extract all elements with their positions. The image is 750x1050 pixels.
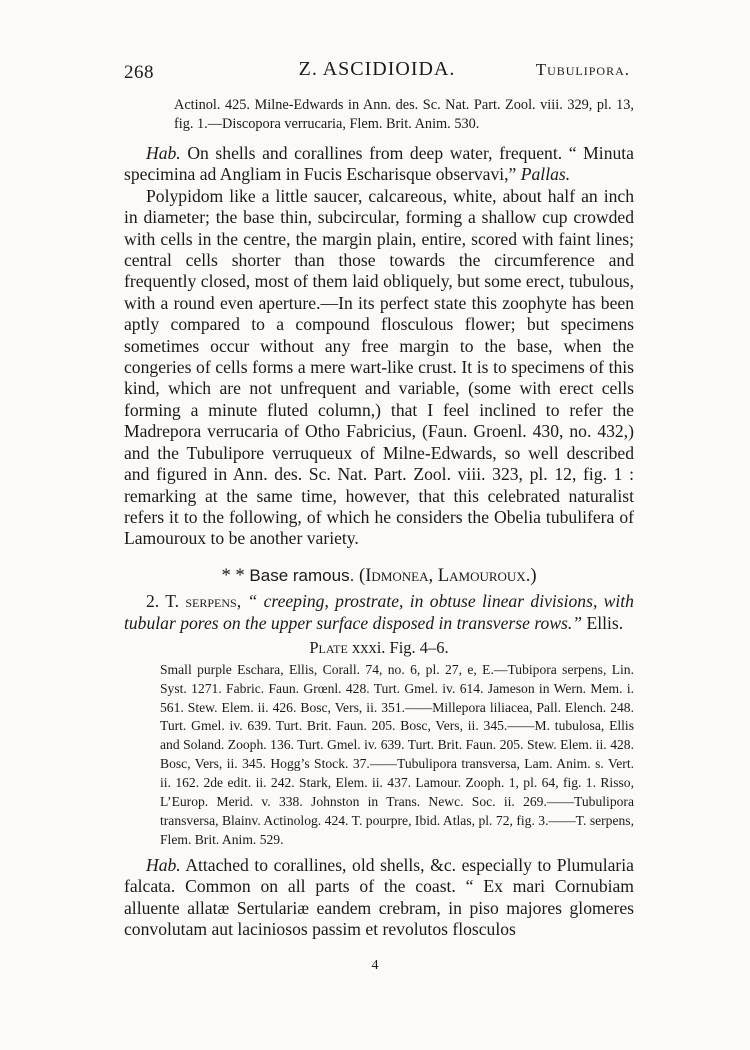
synonymy-continued: Actinol. 425. Milne-Edwards in Ann. des. Sc. Nat. Part. Zool. viii. 329, pl. 13, fig. 1.—Discopora verrucaria, Flem. Brit. Anim. 530.	[174, 97, 634, 132]
section-heading	[124, 564, 634, 588]
section-stars: * *	[221, 564, 245, 586]
species-number: 2. T.	[146, 590, 180, 611]
habitat-label: Hab.	[146, 143, 181, 163]
page-number: 268	[124, 62, 154, 83]
section-label: Base ramous.	[249, 565, 355, 585]
species-entry	[124, 590, 634, 634]
habitat-author: Pallas.	[520, 164, 571, 185]
page-title: Z. ASCIDIOIDA.	[298, 58, 456, 80]
species-name: serpens,	[185, 590, 242, 611]
section-genus: (Idmonea, Lamouroux.)	[359, 564, 537, 586]
page-body	[124, 96, 634, 940]
habitat-paragraph-1	[124, 143, 634, 186]
synonymy-list: Small purple Eschara, Ellis, Corall. 74, no. 6, pl. 27, e, E.—Tubipora serpens, Lin. Syst. 1271. Fabric. Faun. Grœnl. 428. Turt. Gmel. iv. 614. Jameson in Wern. Mem. i. 561. Stew. Elem. ii. 426. Bosc, Vers, ii. 351.——Millepora liliacea, Pall. Elench. 248. Turt. Gmel. iv. 639. Turt. Brit. Faun. 205. Bosc, Vers, ii. 345.——M. tubulosa, Ellis and Soland. Zooph. 136. Turt. Gmel. iv. 639. Turt. Brit. Faun. 205. Stew. Elem. ii. 428. Bosc, Vers, ii. 345. Hogg’s Stock. 37.——Tubulipora transversa, Lam. Anim. s. Vert. ii. 162. 2de edit. ii. 242. Stark, Elem. ii. 437. Lamour. Zooph. 1, pl. 64, fig. 1. Risso, L’Europ. Merid. v. 338. Johnston in Trans. Newc. Soc. ii. 269.——Tubulipora transversa, Blainv. Actinolog. 424. T. pourpre, Ibid. Atlas, pl. 72, fig. 3.——T. serpens, Flem. Brit. Anim. 529.	[160, 661, 634, 847]
plate-figure: xxxi. Fig. 4–6.	[351, 637, 449, 657]
habitat-text-2: Attached to corallines, old shells, &c. especially to Plumularia falcata. Common on all parts of the coast. “ Ex mari Cornubiam alluente allatæ Sertulariæ eandem crebram, in piso majores glomeres convolutam aut laciniosos passim et revolutos flosculos	[124, 854, 634, 939]
habitat-text: On shells and corallines from deep water, frequent. “ Minuta specimina ad Angliam in Fucis Escharisque observavi,”	[124, 143, 634, 185]
plate-reference	[124, 637, 634, 659]
description-paragraph: Polypidom like a little saucer, calcareous, white, about half an inch in diameter; the base thin, subcircular, forming a shallow cup crowded with cells in the centre, the margin plain, entire, scored with faint lines; central cells shorter than those towards the circumference and frequently closed, most of them laid obliquely, but some erect, tubulous, with a round even aperture.—In its perfect state this zoophyte has been aptly compared to a compound flosculous flower; but specimens sometimes occur without any free margin to the base, when the congeries of cells forms a mere wart-like crust. It is to specimens of this kind, which are not unfrequent and variable, (some with erect cells forming a minute fluted column,) that I feel inclined to refer the Madrepora verrucaria of Otho Fabricius, (Faun. Groenl. 430, no. 432,) and the Tubulipore verruqueux of Milne-Edwards, so well described and figured in Ann. des. Sc. Nat. Part. Zool. viii. 323, pl. 12, fig. 1 : remarking at the same time, however, that this celebrated naturalist refers it to the following, of which he considers the Obelia tubulifera of Lamouroux to be another variety.	[124, 185, 634, 549]
running-header	[124, 58, 630, 88]
habitat-paragraph-2	[124, 855, 634, 941]
species-diagnosis: “ creeping, prostrate, in obtuse linear divisions, with tubular pores on the upper surface disposed in transverse rows.”	[124, 590, 634, 633]
habitat-label-2: Hab.	[146, 854, 181, 875]
species-author: Ellis.	[586, 612, 624, 633]
signature-mark: 4	[371, 958, 379, 973]
plate-label: Plate	[309, 637, 348, 657]
running-title: Tubulipora.	[535, 60, 630, 79]
